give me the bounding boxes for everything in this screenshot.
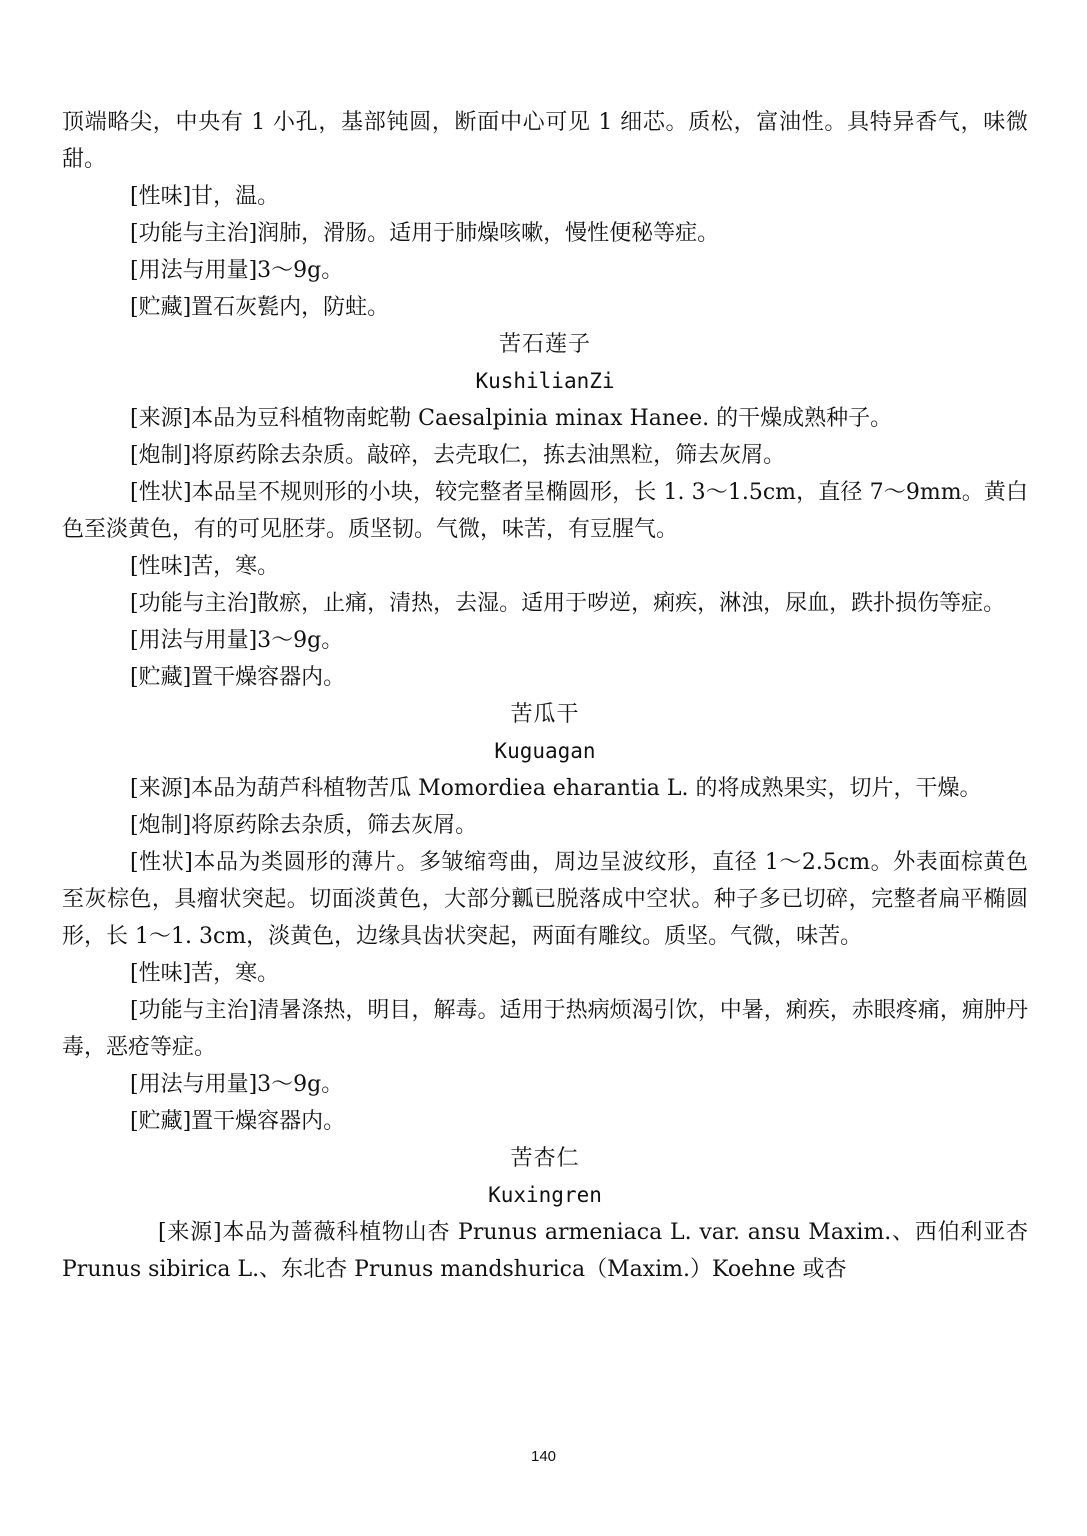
paragraph-source: [来源]本品为豆科植物南蛇勒 Caesalpinia minax Hanee. 的干燥成熟种子。 (130, 406, 893, 431)
paragraph-source: [来源]本品为葫芦科植物苦瓜 Momordiea eharantia L. 的将成熟果实，切片，干燥。 (130, 776, 982, 801)
document-body (62, 104, 1028, 1288)
paragraph-processing: [炮制]将原药除去杂质，筛去灰屑。 (130, 813, 478, 838)
entry-latin-name: KushilianZi (475, 369, 615, 393)
entry-title: 苦杏仁 (510, 1146, 580, 1171)
paragraph-dosage: [用法与用量]3～9g。 (130, 258, 344, 283)
paragraph-description: [性状]本品呈不规则形的小块，较完整者呈椭圆形，长 1. 3～1.5cm，直径 7～9mm。黄白色至淡黄色，有的可见胚芽。质坚韧。气微，味苦，有豆腥气。 (62, 480, 1028, 542)
entry-latin-name: Kuguagan (494, 739, 596, 763)
paragraph-continuation: 顶端略尖，中央有 1 小孔，基部钝圆，断面中心可见 1 细芯。质松，富油性。具特异香气，味微甜。 (62, 110, 1028, 172)
paragraph-function: [功能与主治]润肺，滑肠。适用于肺燥咳嗽，慢性便秘等症。 (130, 221, 720, 246)
paragraph-function: [功能与主治]清暑涤热，明目，解毒。适用于热病烦渴引饮，中暑，痢疾，赤眼疼痛，痈肿丹毒，恶疮等症。 (62, 998, 1028, 1060)
entry-title: 苦瓜干 (510, 702, 580, 727)
paragraph-storage: [贮藏]置干燥容器内。 (130, 665, 346, 690)
paragraph-property-taste: [性味]甘，温。 (130, 184, 280, 209)
entry-title: 苦石莲子 (498, 332, 591, 357)
paragraph-processing: [炮制]将原药除去杂质。敲碎，去壳取仁，拣去油黑粒，筛去灰屑。 (130, 443, 786, 468)
page-number: 140 (530, 1448, 557, 1465)
paragraph-dosage: [用法与用量]3～9g。 (130, 1072, 344, 1097)
paragraph-property-taste: [性味]苦，寒。 (130, 961, 280, 986)
paragraph-source: [来源]本品为蔷薇科植物山杏 Prunus armeniaca L. var. ansu Maxim.、西伯利亚杏 Prunus sibirica L.、东北杏 Prunus mandshurica（Maxim.）Koehne 或杏 (62, 1220, 1028, 1282)
paragraph-description: [性状]本品为类圆形的薄片。多皱缩弯曲，周边呈波纹形，直径 1～2.5cm。外表面棕黄色至灰棕色，具瘤状突起。切面淡黄色，大部分瓤已脱落成中空状。种子多已切碎，完整者扁平椭圆形，长 1～1. 3cm，淡黄色，边缘具齿状突起，两面有雕纹。质坚。气微，味苦。 (62, 850, 1028, 949)
paragraph-property-taste: [性味]苦，寒。 (130, 554, 280, 579)
paragraph-storage: [贮藏]置石灰甏内，防蛀。 (130, 295, 390, 320)
paragraph-storage: [贮藏]置干燥容器内。 (130, 1109, 346, 1134)
paragraph-function: [功能与主治]散瘀，止痛，清热，去湿。适用于哕逆，痢疾，淋浊，尿血，跌扑损伤等症。 (130, 591, 1006, 616)
paragraph-dosage: [用法与用量]3～9g。 (130, 628, 344, 653)
entry-latin-name: Kuxingren (488, 1183, 602, 1207)
